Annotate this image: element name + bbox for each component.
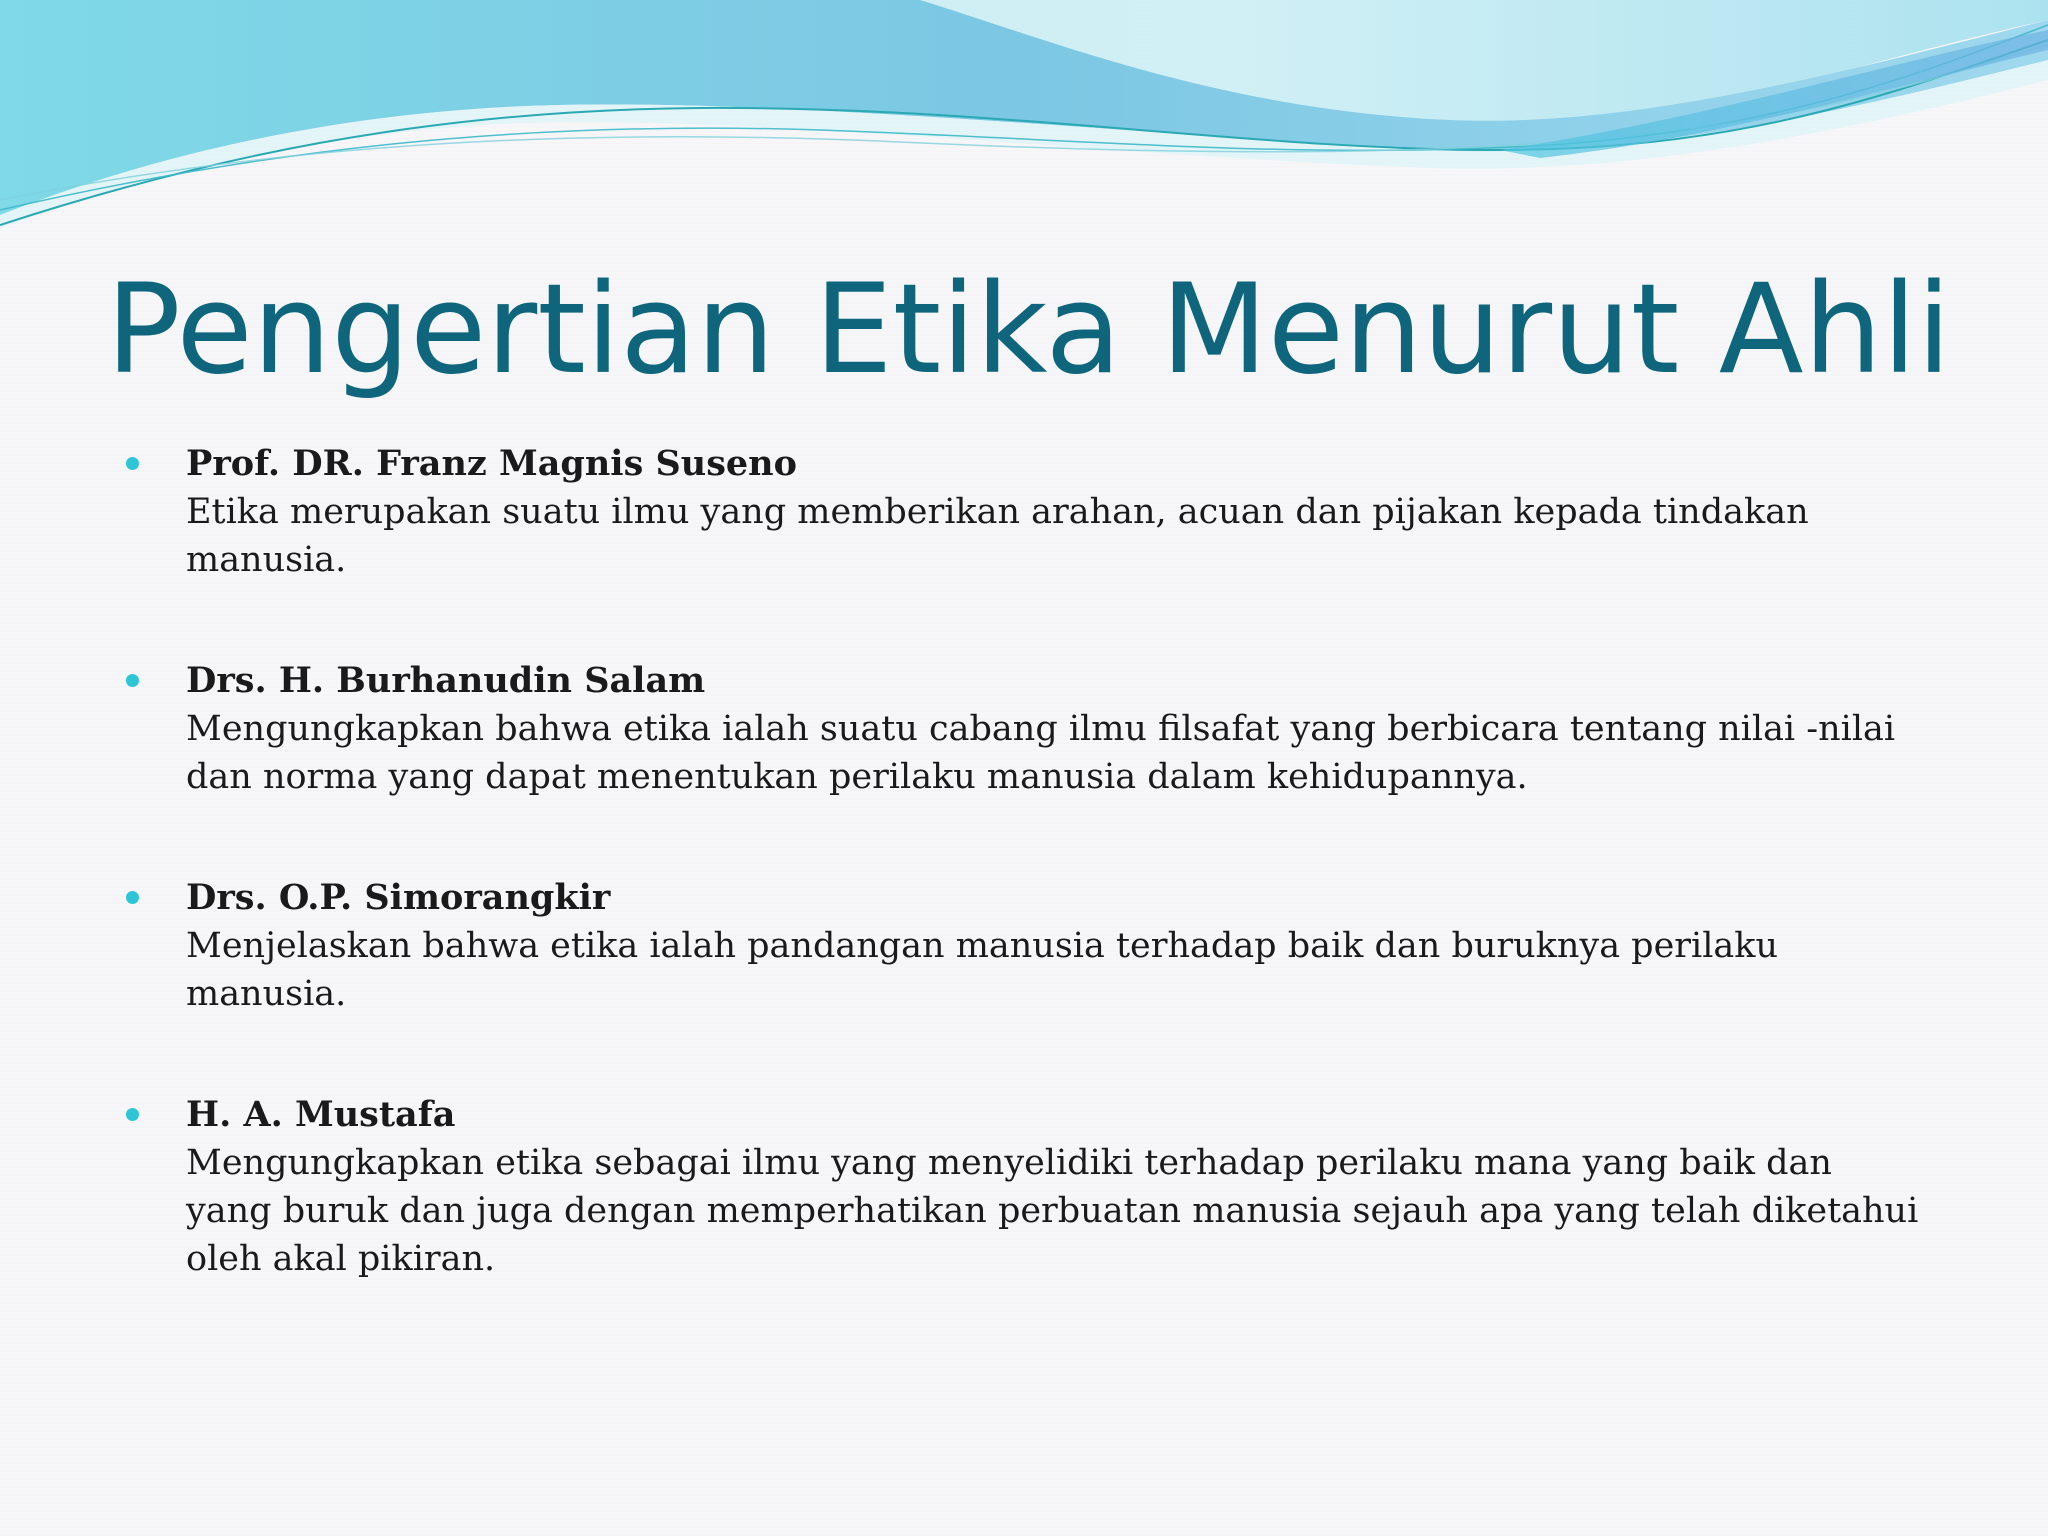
- round-bullet-icon: [126, 674, 139, 687]
- expert-definition: Mengungkapkan bahwa etika ialah suatu cabang ilmu filsafat yang berbicara tentang nilai -nilai dan norma yang dapat menentukan perilaku manusia dalam kehidupannya.: [186, 709, 1896, 797]
- expert-name: H. A. Mustafa: [186, 1094, 456, 1135]
- expert-definition: Etika merupakan suatu ilmu yang memberikan arahan, acuan dan pijakan kepada tindakan manusia.: [186, 492, 1809, 580]
- slide-title: Pengertian Etika Menurut Ahli: [106, 258, 1952, 402]
- list-item: [124, 1091, 1924, 1283]
- expert-name: Drs. H. Burhanudin Salam: [186, 660, 706, 701]
- expert-name: Prof. DR. Franz Magnis Suseno: [186, 443, 797, 484]
- round-bullet-icon: [126, 891, 139, 904]
- round-bullet-icon: [126, 457, 139, 470]
- round-bullet-icon: [126, 1108, 139, 1121]
- list-item: [124, 657, 1924, 801]
- wave-header-decoration: [0, 0, 2048, 240]
- expert-name: Drs. O.P. Simorangkir: [186, 877, 611, 918]
- expert-list: [124, 440, 1924, 1356]
- expert-definition: Menjelaskan bahwa etika ialah pandangan manusia terhadap baik dan buruknya perilaku manusia.: [186, 926, 1779, 1014]
- list-item: [124, 440, 1924, 584]
- list-item: [124, 874, 1924, 1018]
- expert-definition: Mengungkapkan etika sebagai ilmu yang menyelidiki terhadap perilaku mana yang baik dan yang buruk dan juga dengan memperhatikan perbuatan manusia sejauh apa yang telah diketahui oleh akal pikiran.: [186, 1143, 1919, 1279]
